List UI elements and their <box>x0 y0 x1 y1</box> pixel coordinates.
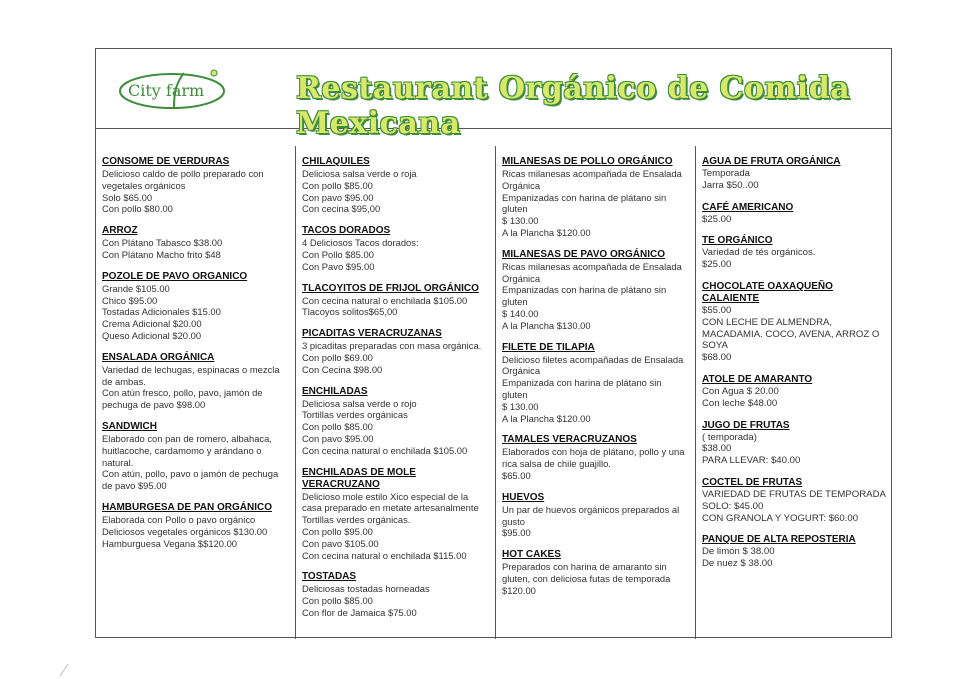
menu-item-line: Elaborada con Pollo o pavo orgánico <box>102 513 256 525</box>
menu-title: Restaurant Orgánico de Comida Mexicana <box>296 71 851 141</box>
menu-item-line: Variedad de tés orgánicos. <box>702 247 816 259</box>
menu-item-line: Delicioso filetes acompañadas de Ensalada Orgánica <box>502 353 684 377</box>
menu-section-title: JUGO DE FRUTAS <box>702 419 790 431</box>
menu-item-line: Temporada <box>702 168 750 179</box>
menu-item-line: $ 140.00 <box>502 307 539 319</box>
menu-item-line: Chico $95.00 <box>102 294 158 306</box>
menu-section <box>702 477 887 524</box>
menu-item-line: $ 130.00 <box>502 215 539 227</box>
menu-item-line: $65.00 <box>502 469 531 481</box>
menu-item-line: Deliciosa salsa verde o roja <box>302 168 417 179</box>
menu-item-line: 3 picaditas preparadas con masa orgánica. <box>302 340 482 352</box>
menu-item-line: Con pollo $69.00 <box>302 351 373 363</box>
menu-item-line: Con Plátano Macho frito $48 <box>102 248 221 260</box>
menu-item-line: Un par de huevos orgánicos preparados al gusto <box>502 503 680 527</box>
menu-section-title: MILANESAS DE PAVO ORGÁNICO <box>502 248 665 260</box>
menu-section <box>502 156 689 239</box>
menu-item-line: Con cecina natural o enchilada $105.00 <box>302 294 468 306</box>
menu-section-title: TACOS DORADOS <box>302 225 391 237</box>
menu-item-line: $25.00 <box>702 259 732 271</box>
menu-item-line: Con pollo $85.00 <box>302 179 373 191</box>
menu-section <box>702 202 887 226</box>
menu-item-line: Con atún, pollo, pavo o jamón de pechuga de pavo $95.00 <box>102 468 279 492</box>
menu-section-title: HAMBURGESA DE PAN ORGÁNICO <box>102 501 273 513</box>
menu-item-line: $120.00 <box>502 584 536 596</box>
menu-item-line: De limón $ 38.00 <box>702 546 775 558</box>
menu-item-line: Con cecina $95,00 <box>302 203 381 215</box>
menu-item-line: Con cecina natural o enchilada $115.00 <box>302 549 467 561</box>
menu-item-line: Con atún fresco, pollo, pavo, jamón de pechuga de pavo $98.00 <box>102 387 263 411</box>
menu-section-title: TE ORGÁNICO <box>702 235 773 247</box>
pen-stroke-mark <box>58 656 80 678</box>
menu-item-line: Tostadas Adicionales $15.00 <box>102 306 221 318</box>
menu-item-line: A la Plancha $120.00 <box>502 226 591 238</box>
menu-item-line: Con flor de Jamaica $75.00 <box>302 606 417 618</box>
menu-item-line: SOLO: $45.00 <box>702 500 764 512</box>
menu-item-line: $55.00 <box>702 304 732 316</box>
menu-section <box>302 225 489 272</box>
menu-item-line: $95.00 <box>502 527 531 539</box>
menu-section <box>302 386 489 457</box>
menu-item-line: Con Agua $ 20.00 <box>702 385 779 397</box>
menu-item-line: $ 130.00 <box>502 400 539 412</box>
menu-item-line: Con Pavo $95.00 <box>302 260 375 272</box>
menu-section-title: TAMALES VERACRUZANOS <box>502 434 637 446</box>
menu-item-line: Jarra $50..00 <box>702 179 759 191</box>
menu-section-title: ENCHILADAS <box>302 385 368 397</box>
menu-item-line: Tortillas verdes orgánicas <box>302 409 408 421</box>
menu-section-title: HOT CAKES <box>502 549 561 561</box>
menu-section <box>502 549 689 596</box>
menu-item-line: Con pollo $95.00 <box>302 525 373 537</box>
menu-section-title: SANDWICH <box>102 420 157 432</box>
menu-section <box>302 328 489 375</box>
menu-item-line: Hamburguesa Vegana $$120.00 <box>102 537 238 549</box>
menu-section <box>702 235 887 271</box>
menu-item-line: CON LECHE DE ALMENDRA, MACADAMIA. COCO, AVENA, ARROZ O SOYA <box>702 316 880 352</box>
menu-item-line: $25.00 <box>702 213 732 225</box>
menu-section <box>302 283 489 319</box>
menu-item-line: Con leche $48.00 <box>702 397 778 409</box>
menu-item-line: Con Plátano Tabasco $38.00 <box>102 237 223 249</box>
menu-item-line: Solo $65.00 <box>102 191 153 203</box>
menu-section <box>102 421 289 492</box>
menu-section-title: TOSTADAS <box>302 571 357 583</box>
logo-text: City farm <box>128 81 205 100</box>
menu-item-line: Empanizada con harina de plátano sin gluten <box>502 377 662 400</box>
menu-section <box>702 281 887 364</box>
menu-section <box>702 156 887 192</box>
menu-item-line: De nuez $ 38.00 <box>702 558 773 570</box>
menu-item-line: Deliciosa salsa verde o rojo <box>302 397 417 409</box>
menu-section-title: PANQUE DE ALTA REPOSTERIA <box>702 534 856 546</box>
menu-section <box>102 225 289 261</box>
menu-item-line: CON GRANOLA Y YOGURT: $60.00 <box>702 512 859 524</box>
menu-section <box>102 502 289 549</box>
menu-section <box>302 467 489 562</box>
menu-item-line: Elaborados con hoja de plátano, pollo y una rica salsa de chile guajillo. <box>502 446 685 470</box>
menu-section-title: MILANESAS DE POLLO ORGÁNICO <box>502 156 673 167</box>
menu-item-line: Elaborado con pan de romero, albahaca, huitlacoche, cardamomo y arándano o natural. <box>102 432 272 468</box>
menu-item-line: $38.00 <box>702 443 732 455</box>
menu-item-line: Con pollo $85.00 <box>302 595 373 607</box>
menu-section-title: COCTEL DE FRUTAS <box>702 476 803 488</box>
menu-item-line: Tortillas verdes orgánicas. <box>302 514 411 526</box>
menu-section-title: ENCHILADAS DE MOLE VERACRUZANO <box>302 466 416 490</box>
menu-item-line: PARA LLEVAR: $40.00 <box>702 455 801 467</box>
menu-item-line: VARIEDAD DE FRUTAS DE TEMPORADA <box>702 488 886 500</box>
menu-item-line: 4 Deliciosos Tacos dorados: <box>302 237 419 249</box>
menu-section-title: TLACOYITOS DE FRIJOL ORGÁNICO <box>302 282 479 294</box>
menu-section <box>502 434 689 481</box>
menu-item-line: $68.00 <box>702 352 732 364</box>
menu-section-title: CONSOME DE VERDURAS <box>102 156 230 167</box>
menu-section-title: FILETE DE TILAPIA <box>502 341 595 353</box>
menu-item-line: Ricas milanesas acompañada de Ensalada Orgánica <box>502 168 682 191</box>
menu-item-line: Delicioso caldo de pollo preparado con vegetales orgánicos <box>102 168 264 191</box>
menu-column-3 <box>496 146 696 639</box>
menu-item-line: Preparados con harina de amaranto sin gluten, con deliciosa futas de temporada <box>502 561 671 584</box>
menu-section-title: HUEVOS <box>502 491 545 503</box>
menu-section <box>102 156 289 215</box>
menu-item-line: Con pavo $95.00 <box>302 432 374 444</box>
menu-item-line: A la Plancha $120.00 <box>502 412 591 424</box>
menu-item-line: Ricas milanesas acompañada de Ensalada Orgánica <box>502 260 682 284</box>
menu-section-title: CHOCOLATE OAXAQUEÑO CALAIENTE <box>702 280 833 304</box>
menu-section-title: AGUA DE FRUTA ORGÁNICA <box>702 156 841 167</box>
menu-section-title: ATOLE DE AMARANTO <box>702 373 813 385</box>
menu-section <box>102 352 289 411</box>
menu-item-line: Empanizadas con harina de plátano sin gluten <box>502 284 667 308</box>
menu-item-line: Con cecina natural o enchilada $105.00 <box>302 444 468 456</box>
menu-section-title: CAFÉ AMERICANO <box>702 201 794 213</box>
menu-item-line: Con Cecina $98.00 <box>302 363 383 375</box>
menu-item-line: ( temporada) <box>702 431 757 443</box>
menu-section <box>302 156 489 215</box>
menu-column-1 <box>96 146 296 639</box>
menu-item-line: Con pollo $80.00 <box>102 203 173 215</box>
menu-item-line: Variedad de lechugas, espinacas o mezcla de ambas. <box>102 363 280 387</box>
menu-section-title: PICADITAS VERACRUZANAS <box>302 328 442 340</box>
menu-section <box>302 571 489 618</box>
menu-section <box>702 420 887 467</box>
menu-section-title: ENSALADA ORGÁNICA <box>102 351 215 363</box>
menu-header <box>96 49 891 141</box>
menu-item-line: Deliciosas tostadas horneadas <box>302 583 430 595</box>
menu-section-title: ARROZ <box>102 225 138 237</box>
menu-item-line: Grande $105.00 <box>102 282 170 294</box>
menu-item-line: Delicioso mole estilo Xico especial de la casa preparado en metate artesanalmente <box>302 490 479 514</box>
menu-item-line: Deliciosos vegetales orgánicos $130.00 <box>102 525 268 537</box>
menu-item-line: A la Plancha $130.00 <box>502 319 591 331</box>
menu-section <box>502 492 689 539</box>
city-farm-logo <box>114 63 244 115</box>
menu-section <box>702 374 887 410</box>
menu-item-line: Con pavo $95.00 <box>302 191 374 203</box>
menu-item-line: Empanizadas con harina de plátano sin gluten <box>502 191 667 215</box>
menu-section <box>502 342 689 425</box>
menu-grid <box>96 146 891 639</box>
menu-column-2 <box>296 146 496 639</box>
menu-section <box>102 271 289 342</box>
menu-item-line: Crema Adicional $20.00 <box>102 318 202 330</box>
menu-section <box>502 249 689 332</box>
menu-item-line: Con Pollo $85.00 <box>302 248 374 260</box>
menu-section-title: CHILAQUILES <box>302 156 370 167</box>
menu-item-line: Con pollo $85.00 <box>302 421 373 433</box>
menu-item-line: Con pavo $105.00 <box>302 537 379 549</box>
menu-section <box>702 534 887 570</box>
menu-column-4 <box>696 146 893 639</box>
menu-section-title: POZOLE DE PAVO ORGANICO <box>102 270 248 282</box>
menu-item-line: Queso Adicional $20.00 <box>102 329 202 341</box>
menu-item-line: Tlacoyos solitos$65,00 <box>302 306 398 318</box>
menu-frame <box>95 48 892 638</box>
